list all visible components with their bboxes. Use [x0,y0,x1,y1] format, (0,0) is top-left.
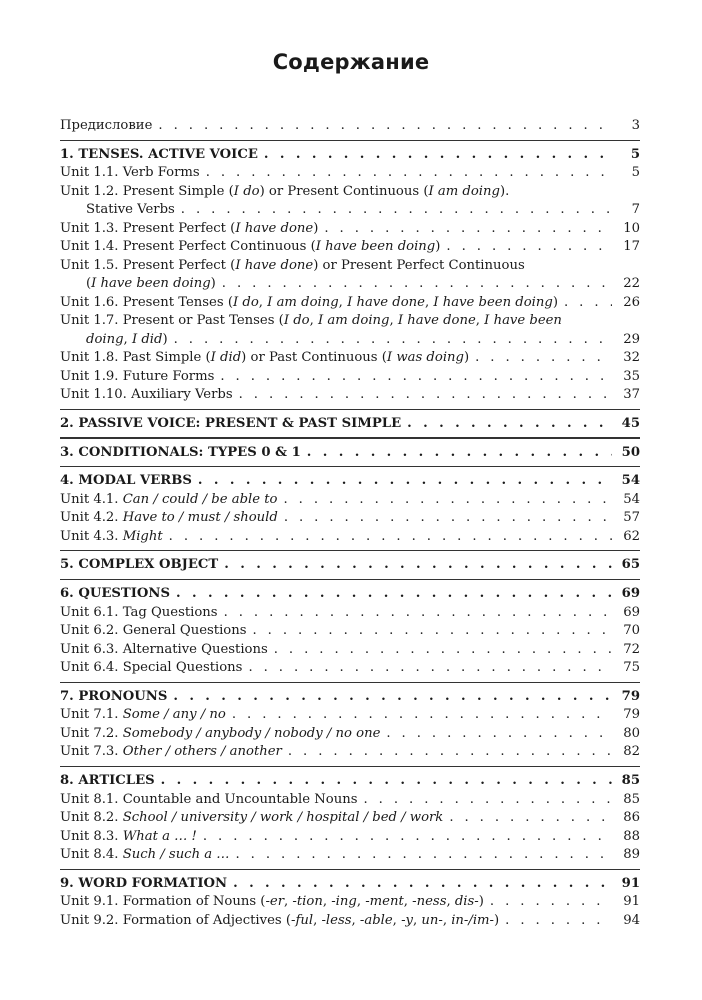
toc-section-6[interactable]: 6. QUESTIONS . . . 69 [60,585,640,604]
toc-unit-7-2[interactable]: Unit 7.2. Somebody / anybody / nobody / no one . . . 80 [60,725,640,744]
section-divider [60,550,640,551]
toc-unit-1-4[interactable]: Unit 1.4. Present Perfect Continuous (I have been doing) . . . 17 [60,238,640,257]
dot-leader [264,146,612,165]
section-divider [60,409,640,410]
toc-unit-1-5[interactable]: Unit 1.5. Present Perfect (I have done) or Present Perfect Continuous [60,257,525,273]
section-divider [60,466,640,467]
toc-unit-1-6[interactable]: Unit 1.6. Present Tenses (I do, I am doing, I have done, I have been doing) . . . 26 [60,294,640,313]
toc-unit-6-4[interactable]: Unit 6.4. Special Questions . . . 75 [60,659,640,678]
toc-section-4[interactable]: 4. MODAL VERBS . . . 54 [60,472,640,491]
section-divider [60,140,640,141]
toc-unit-7-1[interactable]: Unit 7.1. Some / any / no . . . 79 [60,706,640,725]
dot-leader [158,117,612,136]
toc-unit-1-9[interactable]: Unit 1.9. Future Forms . . . 35 [60,368,640,387]
toc-unit-9-2[interactable]: Unit 9.2. Formation of Adjectives (-ful, -less, -able, -y, un-, in-/im-) . . . 94 [60,912,640,931]
toc-unit-8-4[interactable]: Unit 8.4. Such / such a … . . . 89 [60,846,640,865]
toc-unit-8-3[interactable]: Unit 8.3. What a … ! . . . 88 [60,828,640,847]
section-divider [60,437,640,438]
toc-unit-6-2[interactable]: Unit 6.2. General Questions . . . 70 [60,622,640,641]
toc-unit-1-7[interactable]: Unit 1.7. Present or Past Tenses (I do, I am doing, I have done, I have been [60,313,562,329]
toc-unit-1-3[interactable]: Unit 1.3. Present Perfect (I have done) . . . 10 [60,220,640,239]
toc-unit-1-1[interactable]: Unit 1.1. Verb Forms . . . 5 [60,164,640,183]
toc-section-3[interactable]: 3. CONDITIONALS: TYPES 0 & 1 . . . 50 [60,444,640,463]
toc-section-5[interactable]: 5. COMPLEX OBJECT . . . 65 [60,556,640,575]
toc-unit-8-2[interactable]: Unit 8.2. School / university / work / hospital / bed / work . . . 86 [60,809,640,828]
toc-unit-4-1[interactable]: Unit 4.1. Can / could / be able to . . . 54 [60,491,640,510]
toc-unit-7-3[interactable]: Unit 7.3. Other / others / another . . . 82 [60,743,640,762]
section-divider [60,766,640,767]
toc-unit-1-2-cont[interactable]: Stative Verbs . . . 7 [60,201,640,220]
toc-unit-6-3[interactable]: Unit 6.3. Alternative Questions . . . 72 [60,641,640,660]
page-title: Содержание [272,50,430,74]
toc-section-8[interactable]: 8. ARTICLES . . . 85 [60,772,640,791]
toc-entry-preface[interactable] [60,117,640,136]
toc-section-2[interactable]: 2. PASSIVE VOICE: PRESENT & PAST SIMPLE . . . 45 [60,415,640,434]
toc-unit-9-1[interactable]: Unit 9.1. Formation of Nouns (-er, -tion, -ing, -ment, -ness, dis-) . . . 91 [60,893,640,912]
toc-section-7[interactable]: 7. PRONOUNS . . . 79 [60,688,640,707]
toc-unit-4-3[interactable]: Unit 4.3. Might . . . 62 [60,528,640,547]
toc-unit-4-2[interactable]: Unit 4.2. Have to / must / should . . . 57 [60,509,640,528]
toc-unit-8-1[interactable]: Unit 8.1. Countable and Uncountable Nouns . . . 85 [60,791,640,810]
section-divider [60,869,640,870]
toc-unit-1-7-cont[interactable]: doing, I did) . . . 29 [60,331,640,350]
toc-unit-1-5-cont[interactable]: (I have been doing) . . . 22 [60,275,640,294]
toc-unit-6-1[interactable]: Unit 6.1. Tag Questions . . . 69 [60,604,640,623]
toc-unit-1-2[interactable]: Unit 1.2. Present Simple (I do) or Present Continuous (I am doing). [60,183,510,199]
toc-section-1[interactable]: 1. TENSES. ACTIVE VOICE . . . 5 [60,146,640,165]
section-divider [60,682,640,683]
page-number: 3 [631,118,640,133]
table-of-contents [60,117,640,930]
entry-title: Предисловие [60,118,153,133]
toc-unit-1-10[interactable]: Unit 1.10. Auxiliary Verbs . . . 37 [60,386,640,405]
toc-unit-1-8[interactable]: Unit 1.8. Past Simple (I did) or Past Continuous (I was doing) . . . 32 [60,349,640,368]
section-divider [60,579,640,580]
toc-section-9[interactable]: 9. WORD FORMATION . . . 91 [60,875,640,894]
